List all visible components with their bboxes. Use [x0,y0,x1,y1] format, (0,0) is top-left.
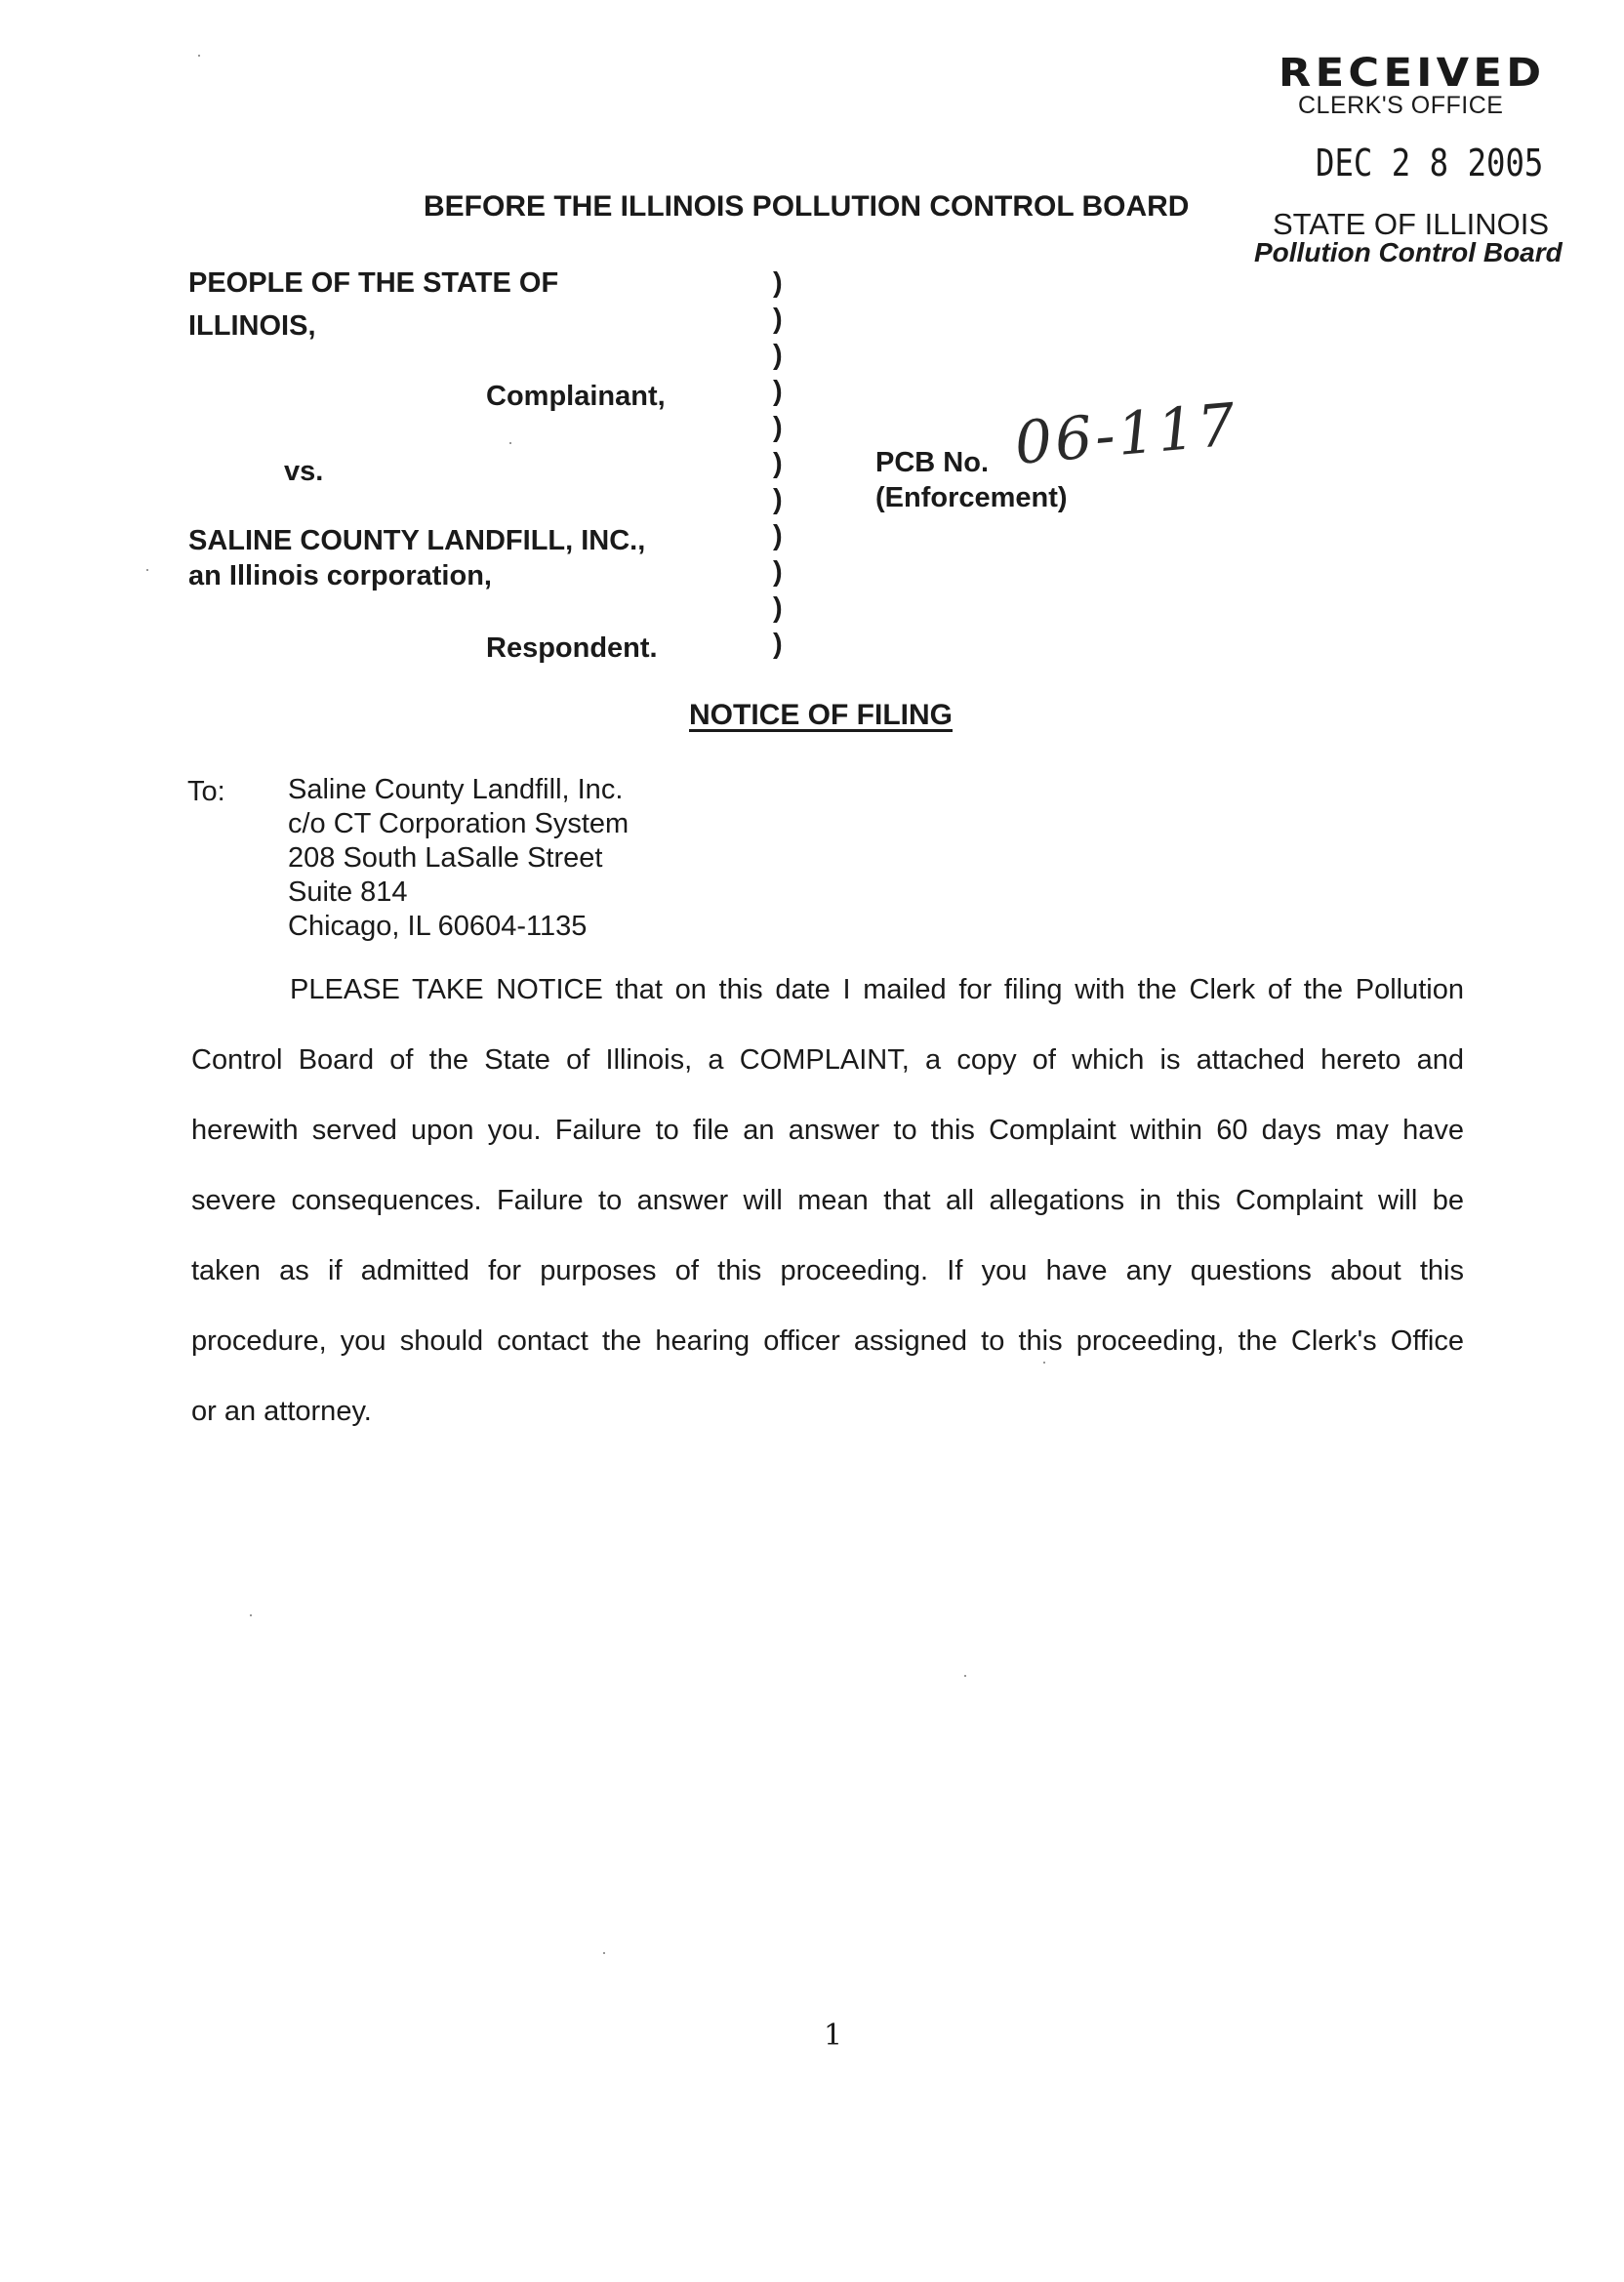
respondent-role: Respondent. [486,632,658,664]
scan-speck [146,569,148,571]
scan-speck [250,1614,252,1616]
body-line: procedure, you should contact the hearing officer assigned to this proceeding, the Clerk's Office [191,1325,1464,1357]
stamp-state: STATE OF ILLINOIS [1273,207,1550,241]
address-line: Chicago, IL 60604-1135 [288,911,588,942]
pcb-number-handwritten: 06-117 [1011,390,1241,478]
complainant-name-line1: PEOPLE OF THE STATE OF [188,267,559,299]
divider-paren: ) [773,304,783,335]
divider-paren: ) [773,376,783,407]
divider-paren: ) [773,340,783,371]
divider-paren: ) [773,484,783,515]
scan-speck [603,1952,605,1954]
pcb-label: PCB No. [875,447,989,478]
versus-label: vs. [284,456,324,487]
scan-speck [509,442,511,444]
divider-paren: ) [773,556,783,588]
divider-paren: ) [773,448,783,479]
body-line: severe consequences. Failure to answer will mean that all allegations in this Complaint will be [191,1185,1464,1216]
body-line: taken as if admitted for purposes of this proceeding. If you have any questions about this [191,1255,1464,1286]
page-number: 1 [824,2018,843,2053]
address-line: 208 South LaSalle Street [288,842,603,874]
address-line: c/o CT Corporation System [288,808,629,839]
body-line: Control Board of the State of Illinois, a COMPLAINT, a copy of which is attached hereto and [191,1044,1464,1076]
stamp-date: DEC 2 8 2005 [1316,142,1544,184]
respondent-name-line2: an Illinois corporation, [188,560,492,591]
board-title: BEFORE THE ILLINOIS POLLUTION CONTROL BOARD [424,190,1190,223]
caption-divider [773,265,796,663]
notice-title: NOTICE OF FILING [689,699,953,731]
divider-paren: ) [773,629,783,660]
respondent-name-line1: SALINE COUNTY LANDFILL, INC., [188,525,646,556]
address-line: Saline County Landfill, Inc. [288,774,624,805]
scan-speck [198,55,200,57]
case-type: (Enforcement) [875,482,1068,513]
stamp-clerks-office: CLERK'S OFFICE [1298,92,1504,119]
address-line: Suite 814 [288,876,408,908]
body-line: or an attorney. [191,1396,372,1427]
body-line: herewith served upon you. Failure to file an answer to this Complaint within 60 days may have [191,1115,1464,1146]
stamp-board: Pollution Control Board [1254,237,1563,267]
divider-paren: ) [773,520,783,551]
divider-paren: ) [773,267,783,299]
complainant-name-line2: ILLINOIS, [188,310,316,342]
scan-speck [1043,1362,1045,1364]
scan-speck [964,1675,966,1677]
complainant-role: Complainant, [486,381,666,412]
divider-paren: ) [773,592,783,624]
divider-paren: ) [773,412,783,443]
to-label: To: [187,776,225,807]
address-block [288,773,629,944]
stamp-received: RECEIVED [1279,51,1546,96]
body-line: PLEASE TAKE NOTICE that on this date I mailed for filing with the Clerk of the Pollution [290,974,1464,1005]
